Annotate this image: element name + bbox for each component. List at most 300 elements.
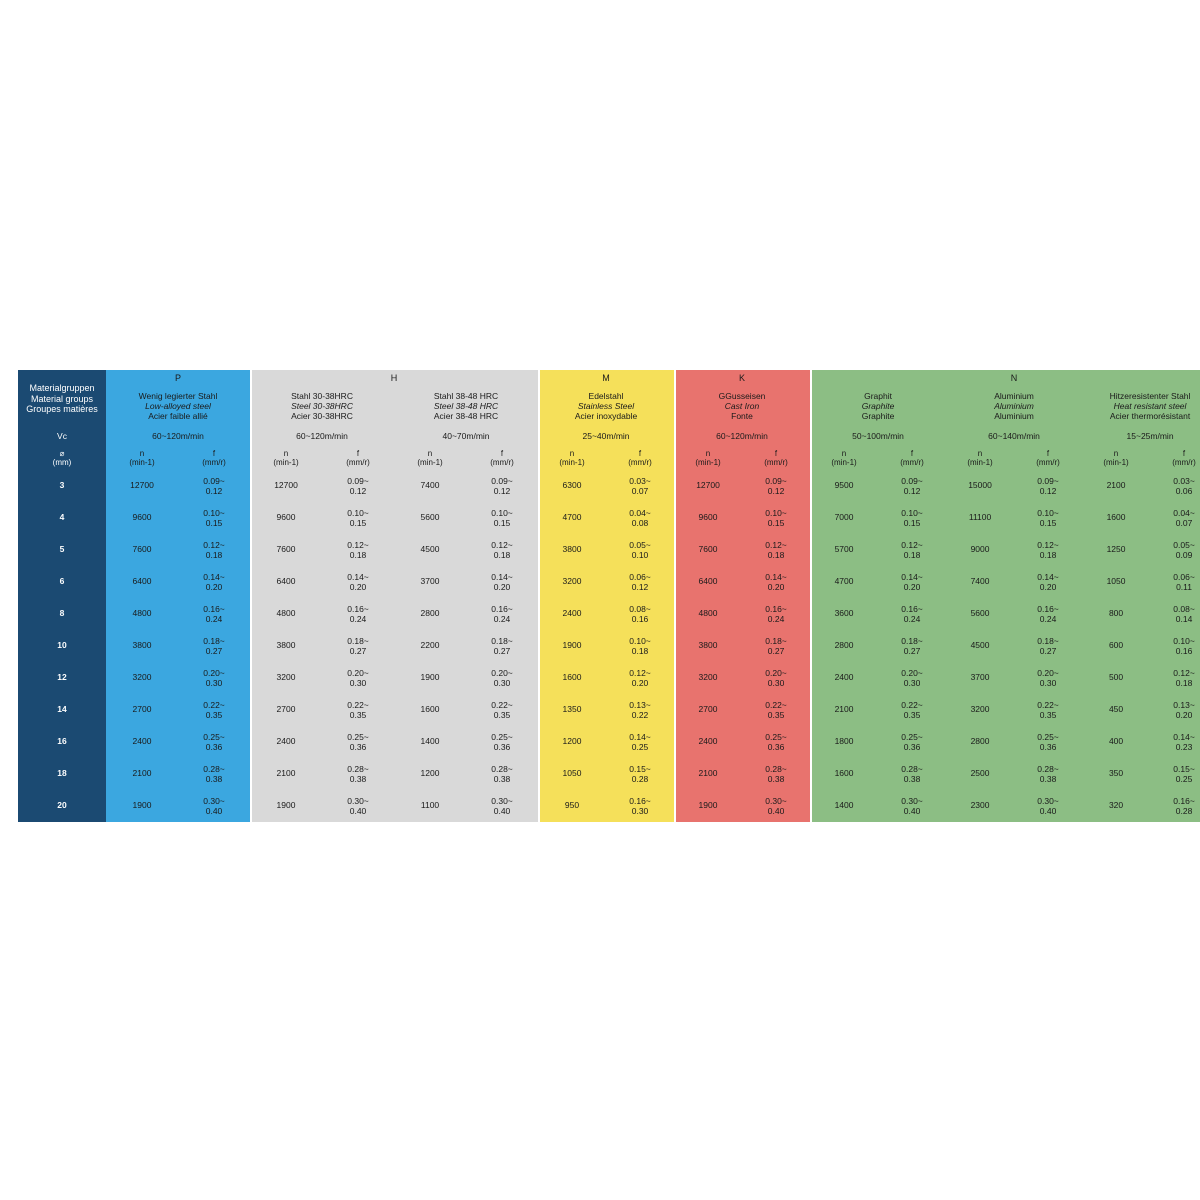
feed-max: 0.12 bbox=[903, 486, 921, 496]
diameter-value: 3 bbox=[18, 470, 106, 502]
feed-max: 0.06 bbox=[1175, 486, 1193, 496]
feed-min: 0.09~ bbox=[347, 475, 369, 486]
material-name-cell bbox=[394, 386, 538, 428]
diameter-value: 8 bbox=[18, 598, 106, 630]
unit-n-unit: (min-1) bbox=[1103, 458, 1129, 467]
feed-value bbox=[1150, 534, 1200, 566]
speed-value: 2700 bbox=[106, 694, 178, 726]
feed-min: 0.18~ bbox=[491, 635, 513, 646]
table-body bbox=[18, 370, 1200, 822]
speed-value: 3800 bbox=[250, 630, 322, 662]
unit-f-unit: (mm/r) bbox=[202, 458, 226, 467]
table-row bbox=[18, 470, 1200, 502]
speed-value: 600 bbox=[1082, 630, 1150, 662]
feed-value bbox=[1150, 598, 1200, 630]
feed-max: 0.12 bbox=[349, 486, 367, 496]
feed-max: 0.36 bbox=[205, 742, 223, 752]
speed-value: 4800 bbox=[674, 598, 742, 630]
feed-min: 0.14~ bbox=[901, 571, 923, 582]
feed-max: 0.30 bbox=[493, 678, 511, 688]
feed-min: 0.10~ bbox=[347, 507, 369, 518]
speed-value: 1050 bbox=[1082, 566, 1150, 598]
table-row bbox=[18, 598, 1200, 630]
speed-value: 1600 bbox=[394, 694, 466, 726]
feed-value bbox=[322, 630, 394, 662]
speed-value: 2400 bbox=[106, 726, 178, 758]
feed-value bbox=[742, 470, 810, 502]
feed-value bbox=[606, 470, 674, 502]
speed-value: 2800 bbox=[394, 598, 466, 630]
feed-value bbox=[878, 566, 946, 598]
feed-max: 0.40 bbox=[493, 806, 511, 816]
speed-value: 6400 bbox=[674, 566, 742, 598]
feed-max: 0.40 bbox=[903, 806, 921, 816]
feed-min: 0.13~ bbox=[1173, 699, 1195, 710]
feed-value bbox=[1150, 502, 1200, 534]
feed-value bbox=[606, 630, 674, 662]
speed-value: 3600 bbox=[810, 598, 878, 630]
unit-n-symbol: n bbox=[427, 448, 433, 458]
material-name-de: Edelstahl bbox=[588, 391, 624, 402]
speed-value: 4500 bbox=[394, 534, 466, 566]
material-name-de: Graphit bbox=[864, 391, 892, 402]
speed-value: 400 bbox=[1082, 726, 1150, 758]
speed-value: 12700 bbox=[106, 470, 178, 502]
feed-min: 0.28~ bbox=[765, 763, 787, 774]
feed-max: 0.27 bbox=[493, 646, 511, 656]
feed-min: 0.09~ bbox=[901, 475, 923, 486]
feed-value bbox=[178, 630, 250, 662]
table-row bbox=[18, 662, 1200, 694]
material-name-en: Stainless Steel bbox=[577, 401, 635, 412]
speed-value: 7600 bbox=[250, 534, 322, 566]
feed-min: 0.05~ bbox=[1173, 539, 1195, 550]
unit-header-f bbox=[1014, 446, 1082, 470]
table-row bbox=[18, 534, 1200, 566]
feed-value bbox=[1150, 630, 1200, 662]
feed-value bbox=[466, 662, 538, 694]
unit-header-n bbox=[946, 446, 1014, 470]
unit-header-n bbox=[674, 446, 742, 470]
unit-f-unit: (mm/r) bbox=[1172, 458, 1196, 467]
feed-value bbox=[1150, 726, 1200, 758]
feed-max: 0.18 bbox=[1175, 678, 1193, 688]
unit-n-unit: (min-1) bbox=[417, 458, 443, 467]
feed-max: 0.28 bbox=[1175, 806, 1193, 816]
unit-header-f bbox=[606, 446, 674, 470]
feed-max: 0.09 bbox=[1175, 550, 1193, 560]
feed-min: 0.06~ bbox=[1173, 571, 1195, 582]
feed-max: 0.25 bbox=[1175, 774, 1193, 784]
speed-value: 1200 bbox=[538, 726, 606, 758]
feed-min: 0.20~ bbox=[765, 667, 787, 678]
feed-max: 0.10 bbox=[631, 550, 649, 560]
feed-max: 0.27 bbox=[349, 646, 367, 656]
unit-f-symbol: f bbox=[774, 448, 778, 458]
unit-n-unit: (min-1) bbox=[273, 458, 299, 467]
feed-max: 0.12 bbox=[493, 486, 511, 496]
feed-max: 0.36 bbox=[493, 742, 511, 752]
feed-max: 0.22 bbox=[631, 710, 649, 720]
speed-value: 2500 bbox=[946, 758, 1014, 790]
feed-max: 0.18 bbox=[631, 646, 649, 656]
feed-max: 0.15 bbox=[1039, 518, 1057, 528]
feed-min: 0.12~ bbox=[491, 539, 513, 550]
feed-min: 0.04~ bbox=[629, 507, 651, 518]
feed-max: 0.36 bbox=[349, 742, 367, 752]
unit-f-unit: (mm/r) bbox=[1036, 458, 1060, 467]
speed-value: 3700 bbox=[946, 662, 1014, 694]
feed-max: 0.38 bbox=[903, 774, 921, 784]
table-row bbox=[18, 630, 1200, 662]
feed-min: 0.30~ bbox=[491, 795, 513, 806]
unit-n-unit: (min-1) bbox=[129, 458, 155, 467]
feed-value bbox=[466, 694, 538, 726]
feed-min: 0.20~ bbox=[203, 667, 225, 678]
feed-value bbox=[606, 758, 674, 790]
feed-min: 0.22~ bbox=[1037, 699, 1059, 710]
feed-max: 0.36 bbox=[1039, 742, 1057, 752]
speed-value: 9600 bbox=[674, 502, 742, 534]
material-groups-fr: Groupes matières bbox=[26, 404, 98, 415]
feed-value bbox=[742, 662, 810, 694]
feed-min: 0.16~ bbox=[203, 603, 225, 614]
feed-value bbox=[1150, 758, 1200, 790]
feed-value bbox=[178, 502, 250, 534]
unit-n-symbol: n bbox=[283, 448, 289, 458]
feed-max: 0.20 bbox=[1175, 710, 1193, 720]
diameter-value: 6 bbox=[18, 566, 106, 598]
feed-value bbox=[322, 470, 394, 502]
speed-value: 3200 bbox=[946, 694, 1014, 726]
material-name-cell bbox=[538, 386, 674, 428]
feed-min: 0.25~ bbox=[347, 731, 369, 742]
unit-header-f bbox=[878, 446, 946, 470]
feed-value bbox=[742, 694, 810, 726]
speed-value: 2400 bbox=[674, 726, 742, 758]
speed-value: 9600 bbox=[106, 502, 178, 534]
feed-value bbox=[322, 502, 394, 534]
speed-value: 1900 bbox=[538, 630, 606, 662]
material-name-de: Stahl 30-38HRC bbox=[291, 391, 353, 402]
feed-max: 0.18 bbox=[903, 550, 921, 560]
material-name-de: Hitzeresistenter Stahl bbox=[1109, 391, 1191, 402]
speed-value: 2100 bbox=[1082, 470, 1150, 502]
unit-n-unit: (min-1) bbox=[695, 458, 721, 467]
feed-max: 0.20 bbox=[903, 582, 921, 592]
feed-value bbox=[1014, 534, 1082, 566]
feed-min: 0.30~ bbox=[203, 795, 225, 806]
speed-value: 6300 bbox=[538, 470, 606, 502]
feed-value bbox=[742, 790, 810, 822]
feed-min: 0.28~ bbox=[491, 763, 513, 774]
feed-min: 0.30~ bbox=[901, 795, 923, 806]
feed-max: 0.27 bbox=[1039, 646, 1057, 656]
feed-value bbox=[606, 790, 674, 822]
feed-min: 0.14~ bbox=[491, 571, 513, 582]
speed-value: 2200 bbox=[394, 630, 466, 662]
speed-value: 1800 bbox=[810, 726, 878, 758]
feed-value bbox=[606, 502, 674, 534]
speed-value: 5600 bbox=[394, 502, 466, 534]
material-groups-en: Material groups bbox=[30, 393, 94, 404]
feed-max: 0.38 bbox=[493, 774, 511, 784]
material-name-en: Aluminium bbox=[994, 401, 1034, 412]
feed-min: 0.16~ bbox=[765, 603, 787, 614]
feed-min: 0.30~ bbox=[347, 795, 369, 806]
feed-min: 0.14~ bbox=[203, 571, 225, 582]
unit-header-n bbox=[1082, 446, 1150, 470]
feed-min: 0.16~ bbox=[491, 603, 513, 614]
material-name-cell bbox=[106, 386, 250, 428]
feed-min: 0.25~ bbox=[1037, 731, 1059, 742]
feed-max: 0.16 bbox=[631, 614, 649, 624]
unit-n-symbol: n bbox=[841, 448, 847, 458]
speed-value: 3800 bbox=[538, 534, 606, 566]
material-name-cell bbox=[946, 386, 1082, 428]
feed-min: 0.30~ bbox=[1037, 795, 1059, 806]
unit-header-f bbox=[178, 446, 250, 470]
feed-max: 0.25 bbox=[631, 742, 649, 752]
feed-value bbox=[742, 534, 810, 566]
feed-min: 0.28~ bbox=[1037, 763, 1059, 774]
diameter-unit-header bbox=[18, 446, 106, 470]
feed-value bbox=[1014, 598, 1082, 630]
feed-max: 0.40 bbox=[205, 806, 223, 816]
speed-value: 6400 bbox=[106, 566, 178, 598]
speed-value: 9000 bbox=[946, 534, 1014, 566]
speed-value: 12700 bbox=[674, 470, 742, 502]
feed-min: 0.20~ bbox=[1037, 667, 1059, 678]
feed-value bbox=[466, 470, 538, 502]
feed-max: 0.18 bbox=[205, 550, 223, 560]
feed-min: 0.06~ bbox=[629, 571, 651, 582]
feed-value bbox=[466, 758, 538, 790]
unit-n-symbol: n bbox=[569, 448, 575, 458]
feed-min: 0.16~ bbox=[347, 603, 369, 614]
material-name-fr: Acier thermorésistant bbox=[1109, 410, 1191, 421]
feed-max: 0.27 bbox=[205, 646, 223, 656]
feed-value bbox=[1014, 470, 1082, 502]
feed-value bbox=[1014, 566, 1082, 598]
feed-max: 0.35 bbox=[205, 710, 223, 720]
feed-max: 0.23 bbox=[1175, 742, 1193, 752]
feed-value bbox=[322, 726, 394, 758]
speed-value: 1900 bbox=[394, 662, 466, 694]
material-name-en: Cast Iron bbox=[724, 401, 760, 412]
feed-max: 0.11 bbox=[1176, 582, 1192, 592]
material-name-fr: Graphite bbox=[861, 410, 895, 421]
material-name-fr: Acier faible allié bbox=[148, 410, 208, 421]
feed-max: 0.12 bbox=[1039, 486, 1057, 496]
feed-max: 0.40 bbox=[349, 806, 367, 816]
feed-max: 0.18 bbox=[767, 550, 785, 560]
feed-min: 0.14~ bbox=[1037, 571, 1059, 582]
table-row bbox=[18, 694, 1200, 726]
feed-value bbox=[1014, 662, 1082, 694]
feed-value bbox=[1014, 694, 1082, 726]
feed-value bbox=[1150, 662, 1200, 694]
unit-n-unit: (min-1) bbox=[967, 458, 993, 467]
feed-value bbox=[322, 598, 394, 630]
feed-min: 0.25~ bbox=[491, 731, 513, 742]
table-row bbox=[18, 502, 1200, 534]
speed-value: 950 bbox=[538, 790, 606, 822]
unit-f-unit: (mm/r) bbox=[764, 458, 788, 467]
feed-max: 0.15 bbox=[349, 518, 367, 528]
feed-min: 0.30~ bbox=[765, 795, 787, 806]
feed-max: 0.35 bbox=[493, 710, 511, 720]
table-row bbox=[18, 790, 1200, 822]
feed-max: 0.38 bbox=[1039, 774, 1057, 784]
speed-value: 4700 bbox=[810, 566, 878, 598]
feed-max: 0.36 bbox=[903, 742, 921, 752]
unit-header-n bbox=[394, 446, 466, 470]
feed-min: 0.25~ bbox=[203, 731, 225, 742]
feed-min: 0.22~ bbox=[901, 699, 923, 710]
unit-header-f bbox=[1150, 446, 1200, 470]
feed-min: 0.12~ bbox=[347, 539, 369, 550]
cutting-data-table-wrapper bbox=[18, 370, 1196, 822]
feed-value bbox=[878, 502, 946, 534]
feed-min: 0.22~ bbox=[203, 699, 225, 710]
feed-min: 0.22~ bbox=[491, 699, 513, 710]
feed-max: 0.20 bbox=[349, 582, 367, 592]
speed-value: 500 bbox=[1082, 662, 1150, 694]
feed-max: 0.30 bbox=[631, 806, 649, 816]
feed-max: 0.20 bbox=[631, 678, 649, 688]
feed-min: 0.25~ bbox=[901, 731, 923, 742]
feed-min: 0.09~ bbox=[491, 475, 513, 486]
feed-max: 0.24 bbox=[205, 614, 223, 624]
feed-max: 0.15 bbox=[493, 518, 511, 528]
speed-value: 5600 bbox=[946, 598, 1014, 630]
group-letter-k: K bbox=[674, 370, 810, 386]
feed-value bbox=[1014, 726, 1082, 758]
speed-value: 2100 bbox=[106, 758, 178, 790]
feed-value bbox=[878, 598, 946, 630]
feed-value bbox=[322, 566, 394, 598]
feed-max: 0.30 bbox=[767, 678, 785, 688]
speed-value: 2400 bbox=[538, 598, 606, 630]
feed-max: 0.24 bbox=[493, 614, 511, 624]
feed-value bbox=[178, 566, 250, 598]
feed-max: 0.38 bbox=[349, 774, 367, 784]
feed-min: 0.14~ bbox=[765, 571, 787, 582]
speed-value: 4800 bbox=[250, 598, 322, 630]
vc-value: 40~70m/min bbox=[394, 428, 538, 446]
feed-min: 0.12~ bbox=[901, 539, 923, 550]
feed-max: 0.30 bbox=[1039, 678, 1057, 688]
feed-min: 0.16~ bbox=[629, 795, 651, 806]
feed-min: 0.16~ bbox=[1173, 795, 1195, 806]
diameter-unit: (mm) bbox=[52, 458, 72, 467]
feed-min: 0.10~ bbox=[765, 507, 787, 518]
feed-value bbox=[606, 566, 674, 598]
feed-min: 0.14~ bbox=[1173, 731, 1195, 742]
feed-value bbox=[178, 758, 250, 790]
unit-f-symbol: f bbox=[638, 448, 642, 458]
feed-max: 0.15 bbox=[903, 518, 921, 528]
material-name-fr: Acier 30-38HRC bbox=[291, 410, 353, 421]
feed-min: 0.12~ bbox=[203, 539, 225, 550]
speed-value: 3200 bbox=[538, 566, 606, 598]
feed-min: 0.18~ bbox=[765, 635, 787, 646]
speed-value: 1400 bbox=[394, 726, 466, 758]
feed-value bbox=[742, 630, 810, 662]
material-name-cell bbox=[250, 386, 394, 428]
feed-value bbox=[466, 502, 538, 534]
feed-max: 0.12 bbox=[767, 486, 785, 496]
unit-n-unit: (min-1) bbox=[559, 458, 585, 467]
material-group-header-cell bbox=[18, 370, 106, 428]
unit-f-unit: (mm/r) bbox=[628, 458, 652, 467]
unit-n-unit: (min-1) bbox=[831, 458, 857, 467]
feed-value bbox=[606, 694, 674, 726]
feed-min: 0.09~ bbox=[1037, 475, 1059, 486]
speed-value: 2100 bbox=[810, 694, 878, 726]
feed-min: 0.03~ bbox=[629, 475, 651, 486]
header-row-group-letters bbox=[18, 370, 1200, 386]
feed-max: 0.30 bbox=[205, 678, 223, 688]
speed-value: 2100 bbox=[674, 758, 742, 790]
feed-min: 0.28~ bbox=[901, 763, 923, 774]
feed-min: 0.15~ bbox=[1173, 763, 1195, 774]
unit-f-symbol: f bbox=[356, 448, 360, 458]
feed-min: 0.20~ bbox=[901, 667, 923, 678]
feed-min: 0.10~ bbox=[629, 635, 651, 646]
feed-value bbox=[466, 534, 538, 566]
unit-header-f bbox=[466, 446, 538, 470]
speed-value: 350 bbox=[1082, 758, 1150, 790]
feed-value bbox=[1014, 790, 1082, 822]
vc-label: Vc bbox=[18, 428, 106, 446]
feed-min: 0.15~ bbox=[629, 763, 651, 774]
material-name-en: Graphite bbox=[861, 401, 895, 412]
speed-value: 9500 bbox=[810, 470, 878, 502]
feed-min: 0.22~ bbox=[347, 699, 369, 710]
vc-value: 60~140m/min bbox=[946, 428, 1082, 446]
feed-value bbox=[178, 470, 250, 502]
feed-value bbox=[178, 790, 250, 822]
feed-value bbox=[322, 694, 394, 726]
feed-min: 0.13~ bbox=[629, 699, 651, 710]
feed-max: 0.28 bbox=[631, 774, 649, 784]
diameter-value: 5 bbox=[18, 534, 106, 566]
speed-value: 3200 bbox=[250, 662, 322, 694]
unit-n-symbol: n bbox=[705, 448, 711, 458]
unit-n-symbol: n bbox=[977, 448, 983, 458]
speed-value: 1400 bbox=[810, 790, 878, 822]
diameter-value: 12 bbox=[18, 662, 106, 694]
feed-max: 0.24 bbox=[349, 614, 367, 624]
speed-value: 2700 bbox=[674, 694, 742, 726]
unit-header-n bbox=[810, 446, 878, 470]
feed-max: 0.07 bbox=[1175, 518, 1193, 528]
feed-max: 0.35 bbox=[1039, 710, 1057, 720]
feed-value bbox=[178, 598, 250, 630]
feed-max: 0.38 bbox=[767, 774, 785, 784]
unit-header-f bbox=[742, 446, 810, 470]
feed-value bbox=[1014, 502, 1082, 534]
speed-value: 3700 bbox=[394, 566, 466, 598]
unit-f-unit: (mm/r) bbox=[490, 458, 514, 467]
vc-value: 25~40m/min bbox=[538, 428, 674, 446]
feed-max: 0.40 bbox=[1039, 806, 1057, 816]
feed-value bbox=[466, 598, 538, 630]
material-name-fr: Acier inoxydable bbox=[574, 410, 638, 421]
header-row-units bbox=[18, 446, 1200, 470]
